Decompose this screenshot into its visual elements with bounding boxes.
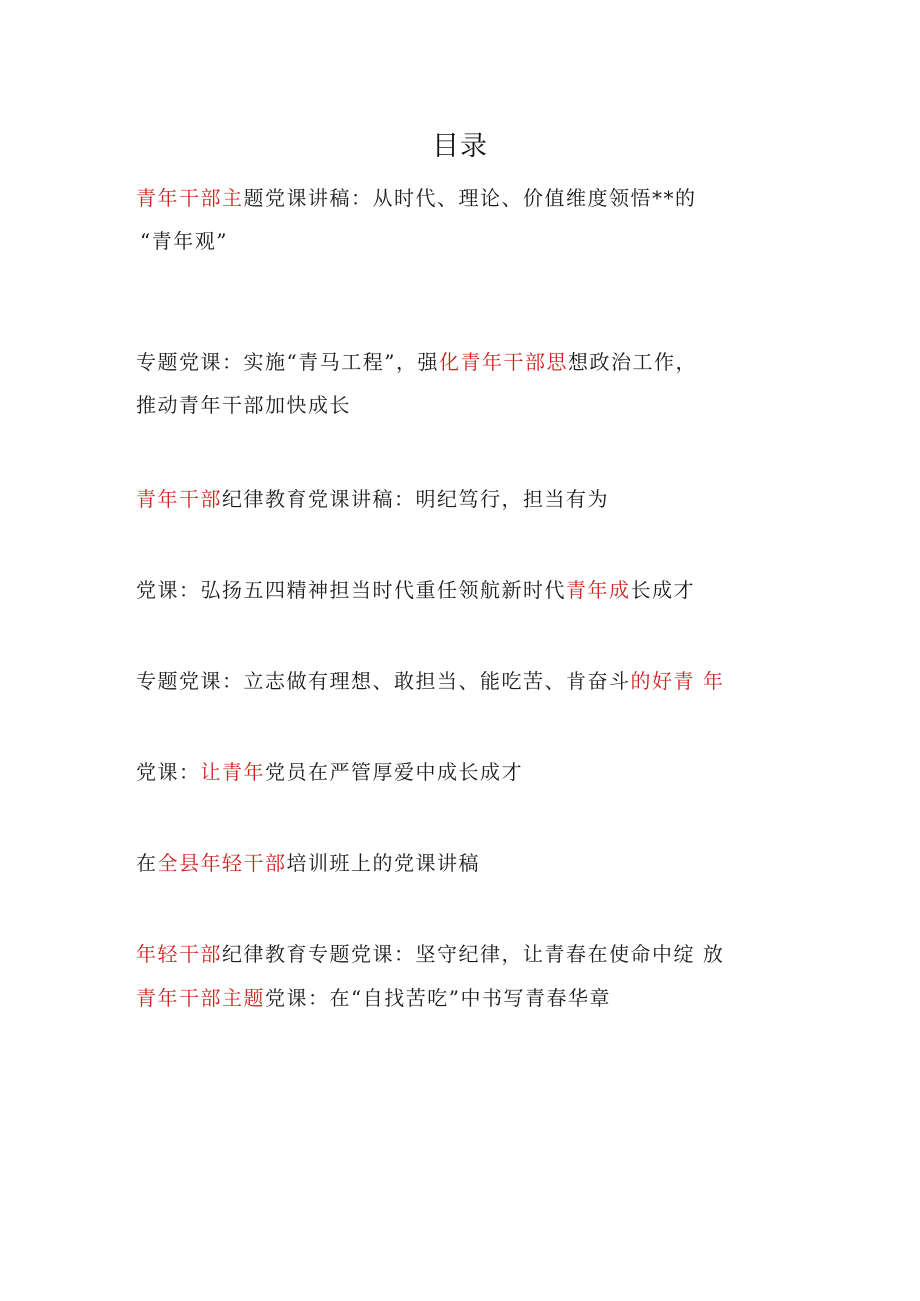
toc-entry-2-line-2	[136, 392, 351, 418]
toc-text: 党员在严管厚爱中成长成才	[265, 760, 523, 784]
highlighted-text: 年轻干部	[136, 942, 222, 966]
page-title: 目录	[432, 131, 488, 162]
highlighted-text: 青年成	[566, 578, 631, 602]
toc-text: “青年观”	[140, 229, 228, 253]
toc-text: 推动青年干部加快成长	[136, 393, 351, 417]
toc-entry-1-line-1	[136, 185, 697, 211]
toc-entry-7-line-1	[136, 850, 480, 876]
highlighted-text: 的好青 年	[630, 669, 725, 693]
toc-text: 想政治工作，	[567, 350, 697, 374]
toc-text: 专题党课：实施“青马工程”，强	[136, 350, 439, 374]
toc-text: 纪律教育专题党课：坚守纪律，让青春在使命中绽 放	[222, 942, 725, 966]
highlighted-text: 让青年	[200, 760, 265, 784]
toc-entry-3-line-1	[136, 486, 609, 512]
highlighted-text: 青年干部	[136, 487, 222, 511]
toc-text: 题党课讲稿：从时代、理论、价值维度领悟**的	[243, 186, 697, 210]
toc-text: 党课：	[136, 760, 201, 784]
toc-entry-1-line-2	[140, 228, 228, 254]
toc-entry-5-line-1	[136, 668, 724, 694]
toc-text: 培训班上的党课讲稿	[286, 851, 480, 875]
toc-text: 专题党课：立志做有理想、敢担当、能吃苦、肯奋斗	[136, 669, 631, 693]
highlighted-text: 全县年轻干部	[157, 851, 287, 875]
toc-entry-6-line-1	[136, 759, 523, 785]
toc-entry-8-line-1	[136, 941, 724, 967]
toc-entry-4-line-1	[136, 577, 695, 603]
toc-text: 长成才	[630, 578, 695, 602]
toc-text: 纪律教育党课讲稿：明纪笃行，担当有为	[222, 487, 609, 511]
toc-text: 党课：在“自找苦吃”中书写青春华章	[265, 986, 611, 1010]
toc-entry-2-line-1	[136, 349, 697, 375]
highlighted-text: 青年干部主	[136, 186, 244, 210]
toc-text: 在	[136, 851, 158, 875]
highlighted-text: 青年干部主题	[136, 986, 265, 1010]
toc-entry-9-line-1	[136, 985, 611, 1011]
highlighted-text: 化青年干部思	[438, 350, 568, 374]
toc-text: 党课：弘扬五四精神担当时代重任领航新时代	[136, 578, 566, 602]
